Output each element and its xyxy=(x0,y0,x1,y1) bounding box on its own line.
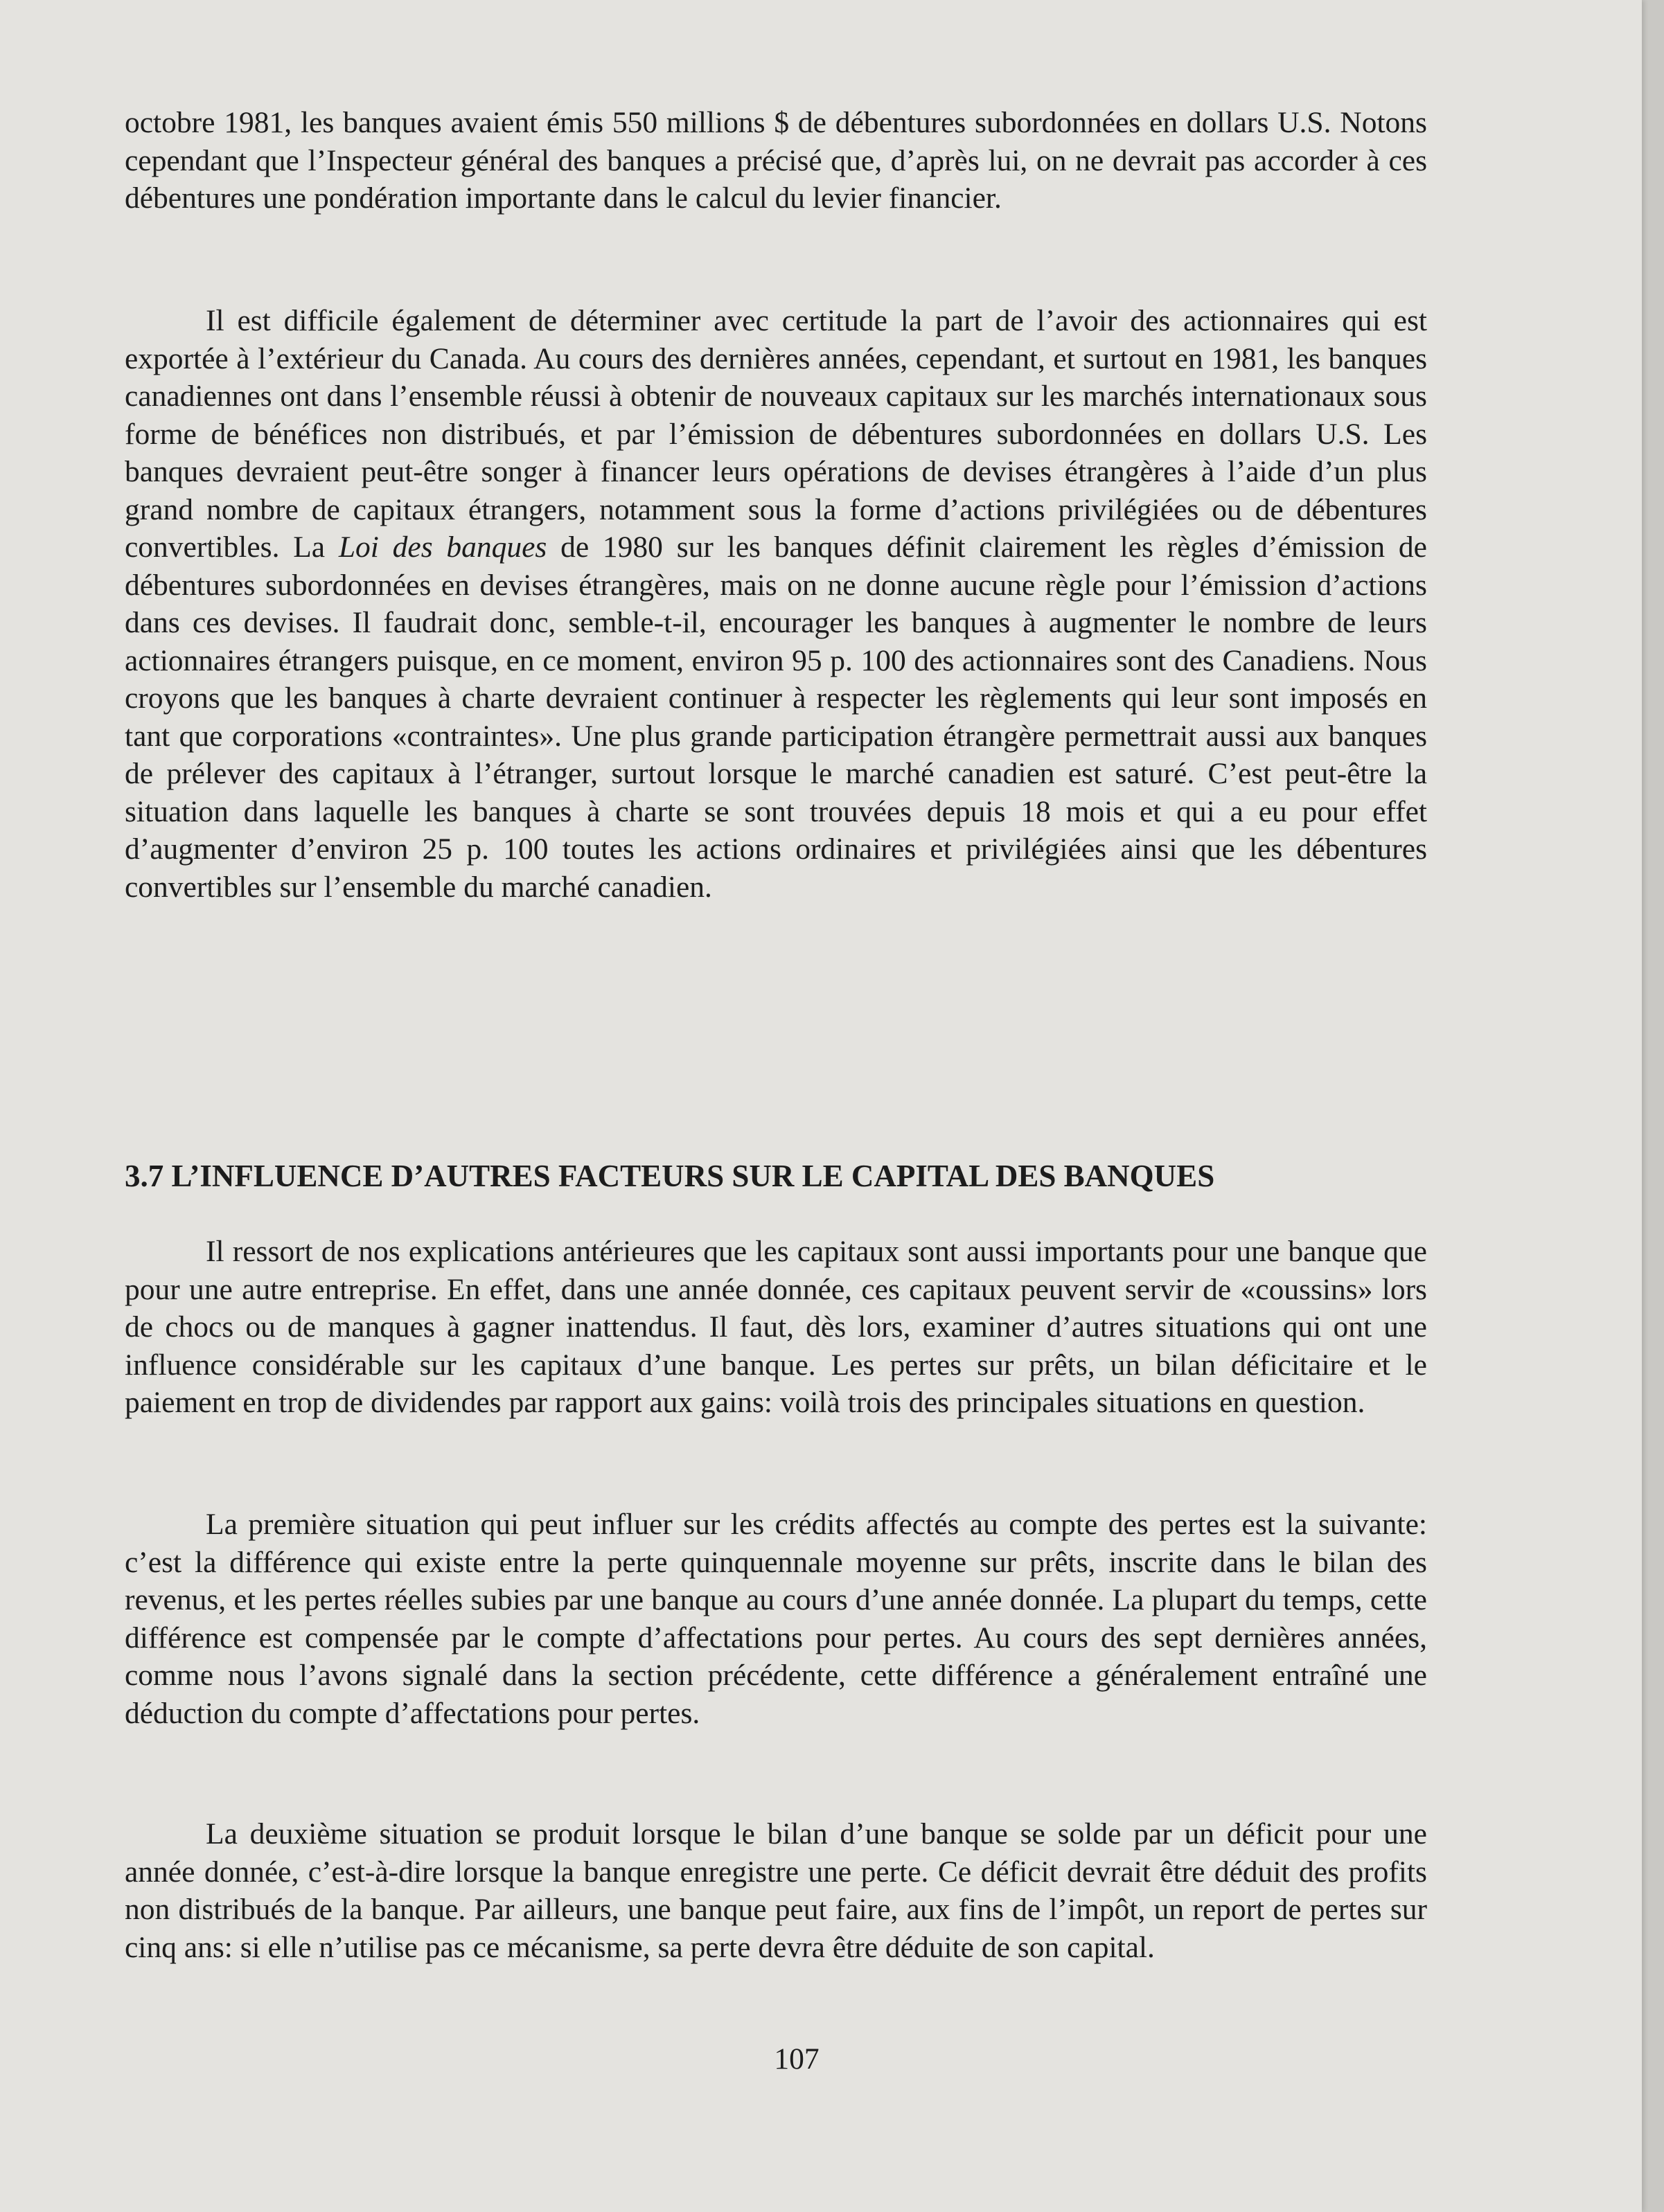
italic-law-title: Loi des banques xyxy=(338,530,547,564)
section-heading: 3.7 L’INFLUENCE D’AUTRES FACTEURS SUR LE CAPITAL DES BANQUES xyxy=(125,1159,1215,1193)
paragraph-second-situation xyxy=(125,1815,1427,1966)
paragraph-text: La deuxième situation se produit lorsque le bilan d’une banque se solde par un déficit pour une année donnée, c’est-à-dire lorsque la banque enregistre une perte. Ce déficit devrait être déduit des profits non distribués de la banque. Par ailleurs, une banque peut faire, aux fins de l’impôt, un report de pertes sur cinq ans: si elle n’utilise pas ce mécanisme, sa perte devra être déduite de son capital. xyxy=(125,1817,1427,1964)
paragraph-foreign-capital xyxy=(125,302,1427,906)
paragraph-text xyxy=(125,302,1427,906)
paragraph-continuation xyxy=(125,104,1427,217)
paragraph-text-part: Il est difficile également de déterminer avec certitude la part de l’avoir des actionnaires qui est exportée à l’extérieur du Canada. Au cours des dernières années, cependant, et surtout en 1981, les banques canadiennes ont dans l’ensemble réussi à obtenir de nouveaux capitaux sur les marchés internationaux sous forme de bénéfices non distribués, et par l’émission de débentures subordonnées en dollars U.S. Les banques devraient peut-être songer à financer leurs opérations de devises étrangères à l’aide d’un plus grand nombre de capitaux étrangers, notamment sous la forme d’actions privilégiées ou de débentures convertibles. La xyxy=(125,304,1427,564)
paragraph-text: La première situation qui peut influer sur les crédits affectés au compte des pertes est la suivante: c’est la différence qui existe entre la perte quinquennale moyenne sur prêts, inscrite dans le bilan des revenus, et les pertes réelles subies par une banque au cours d’une année donnée. La plupart du temps, cette différence est compensée par le compte d’affectations pour pertes. Au cours des sept dernières années, comme nous l’avons signalé dans la section précédente, cette différence a généralement entraîné une déduction du compte d’affectations pour pertes. xyxy=(125,1508,1427,1730)
paragraph-intro-situations xyxy=(125,1233,1427,1422)
paragraph-text: octobre 1981, les banques avaient émis 550 millions $ de débentures subordonnées en dollars U.S. Notons cependant que l’Inspecteur général des banques a précisé que, d’après lui, on ne devrait pas accorder à ces débentures une pondération importante dans le calcul du levier financier. xyxy=(125,106,1427,215)
page-number: 107 xyxy=(774,2042,820,2076)
paragraph-first-situation xyxy=(125,1506,1427,1732)
paragraph-text-part: de 1980 sur les banques définit clairement les règles d’émission de débentures subordonnées en devises étrangères, mais on ne donne aucune règle pour l’émission d’actions dans ces devises. Il faudrait donc, semble-t-il, encourager les banques à augmenter le nombre de leurs actionnaires étrangers puisque, en ce moment, environ 95 p. 100 des actionnaires sont des Canadiens. Nous croyons que les banques à charte devraient continuer à respecter les règlements qui leur sont imposés en tant que corporations «contraintes». Une plus grande participation étrangère permettrait aussi aux banques de prélever des capitaux à l’étranger, surtout lorsque le marché canadien est saturé. C’est peut-être la situation dans laquelle les banques à charte se sont trouvées depuis 18 mois et qui a eu pour effet d’augmenter d’environ 25 p. 100 toutes les actions ordinaires et privilégiées ainsi que les débentures convertibles sur l’ensemble du marché canadien. xyxy=(125,530,1427,904)
paragraph-text: Il ressort de nos explications antérieures que les capitaux sont aussi importants pour une banque que pour une autre entreprise. En effet, dans une année donnée, ces capitaux peuvent servir de «coussins» lors de chocs ou de manques à gagner inattendus. Il faut, dès lors, examiner d’autres situations qui ont une influence considérable sur les capitaux d’une banque. Les pertes sur prêts, un bilan déficitaire et le paiement en trop de dividendes par rapport aux gains: voilà trois des principales situations en question. xyxy=(125,1235,1427,1419)
